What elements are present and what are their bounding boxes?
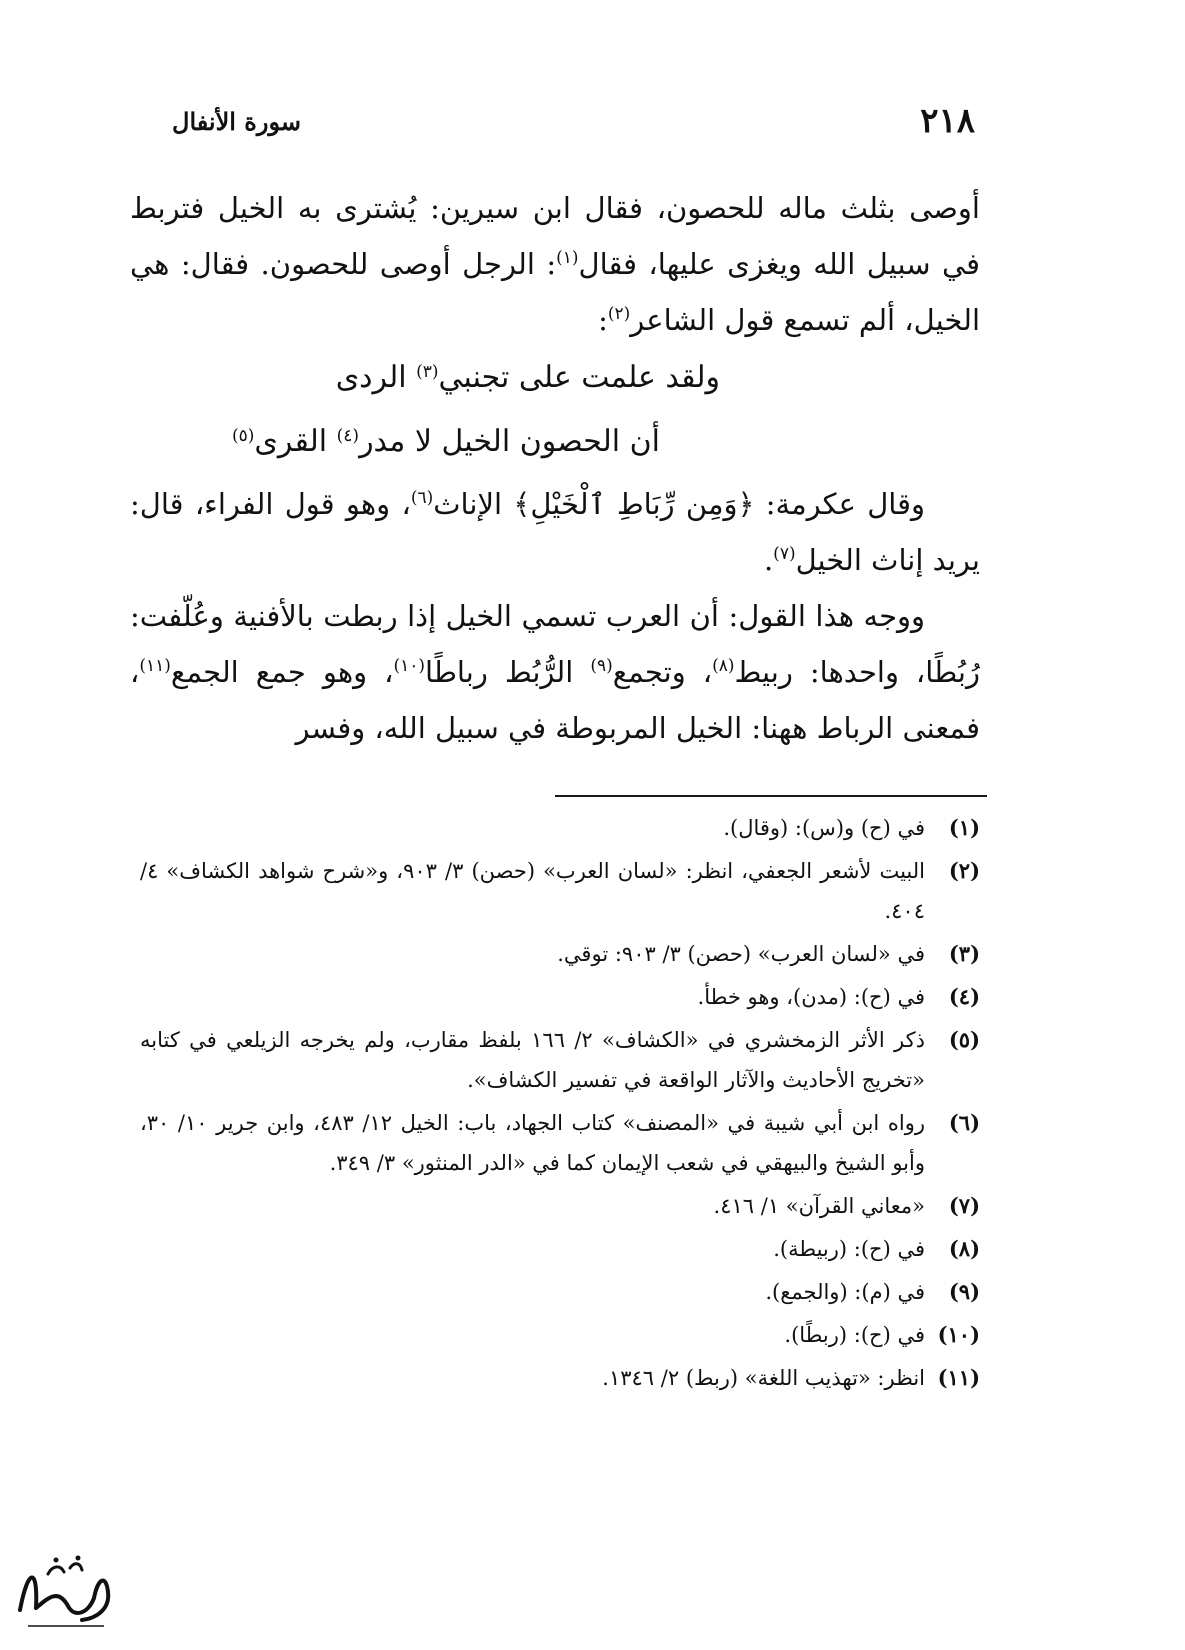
footnote-text: رواه ابن أبي شيبة في «المصنف» كتاب الجهاد، باب: الخيل ١٢/ ٤٨٣، وابن جرير ١٠/ ٣٠، وأبو الشيخ والبيهقي في شعب الإيمان كما في «الدر المنثور» ٣/ ٣٤٩.: [140, 1111, 925, 1175]
footnote-text: في (ح): (ربيطة).: [773, 1237, 925, 1261]
footnote-number: (١١): [937, 1365, 980, 1390]
footnote-2: [140, 851, 980, 931]
footnote-number: (١): [948, 815, 980, 840]
surah-title: سورة الأنفال: [172, 106, 301, 136]
poem-verse-1: ولقد علمت على تجنبي$^{(٣)}$ الردى: [335, 360, 720, 395]
footnote-ref-3[interactable]: (٣): [416, 362, 439, 382]
paragraph-1: أوصى بثلث ماله للحصون، فقال ابن سيرين: يُشترى به الخيل فتربط في سبيل الله ويغزى عليها، فقال$^{(١)}$: الرجل أوصى للحصون. فقال: هي الخيل، ألم تسمع قول الشاعر$^{(٢)}$:: [130, 191, 981, 337]
paragraph-2: وقال عكرمة: ﴿وَمِن رِّبَاطِ ٱلْخَيْلِ﴾ الإناث$^{(٦)}$، وهو قول الفراء، قال: يريد إناث الخيل$^{(٧)}$.: [130, 487, 980, 577]
calligraphy-stamp-svg: [8, 1548, 118, 1638]
footnote-1: [140, 808, 980, 848]
footnote-ref-6[interactable]: (٦): [410, 488, 434, 508]
footnote-8: [140, 1229, 980, 1269]
page-header: [172, 86, 975, 156]
footnote-text: في (ح): (مدن)، وهو خطأ.: [697, 985, 925, 1009]
footnote-5: [140, 1020, 980, 1100]
footnote-7: [140, 1186, 980, 1226]
footnote-text: في «لسان العرب» (حصن) ٣/ ٩٠٣: توقي.: [557, 942, 925, 966]
paragraph-3: ووجه هذا القول: أن العرب تسمي الخيل إذا ربطت بالأفنية وعُلّفت: رُبُطًا، واحدها: ربيط$^{(٨)}$، وتجمع$^{(٩)}$ الرُّبُط رباطًا$^{(١٠)}$، وهو جمع الجمع$^{(١١)}$، فمعنى الرباط ههنا: الخيل المربوطة في سبيل الله، وفسر: [130, 599, 980, 745]
footnotes: [140, 808, 980, 1401]
footnote-11: [140, 1358, 980, 1398]
footnote-9: [140, 1272, 980, 1312]
main-text: [130, 180, 980, 756]
footnote-text: ذكر الأثر الزمخشري في «الكشاف» ٢/ ١٦٦ بلفظ مقارب، ولم يخرجه الزيلعي في كتابه «تخريج الأحاديث والآثار الواقعة في تفسير الكشاف».: [140, 1028, 925, 1092]
footnote-number: (٤): [948, 984, 980, 1009]
footnote-number: (٥): [948, 1027, 980, 1052]
footnote-3: [140, 934, 980, 974]
footnote-number: (٨): [948, 1236, 980, 1261]
footnote-number: (٩): [948, 1279, 980, 1304]
footnote-4: [140, 977, 980, 1017]
footnote-divider: [555, 795, 987, 797]
footnote-text: انظر: «تهذيب اللغة» (ربط) ٢/ ١٣٤٦.: [602, 1366, 925, 1390]
footnote-text: في (م): (والجمع).: [765, 1280, 925, 1304]
footnote-ref-10[interactable]: (١٠): [393, 656, 426, 676]
footnote-ref-9[interactable]: (٩): [590, 656, 613, 676]
footnote-number: (١٠): [937, 1322, 980, 1347]
footnote-number: (٣): [948, 941, 980, 966]
page-number: ٢١٨: [920, 101, 975, 141]
footnote-text: «معاني القرآن» ١/ ٤١٦.: [713, 1194, 925, 1218]
footnote-6: [140, 1103, 980, 1183]
footnote-ref-2[interactable]: (٢): [607, 304, 631, 324]
footnote-ref-1[interactable]: (١): [556, 248, 579, 268]
footnote-number: (٧): [948, 1193, 980, 1218]
poem-verse-2: أن الحصون الخيل لا مدر$^{(٤)}$ القرى$^{(٥)}$: [231, 424, 660, 459]
footnote-ref-8[interactable]: (٨): [712, 656, 735, 676]
footnote-number: (٢): [948, 858, 980, 883]
footnote-text: في (ح) و(س): (وقال).: [723, 816, 925, 840]
footnote-ref-11[interactable]: (١١): [139, 656, 171, 676]
footnote-number: (٦): [948, 1110, 980, 1135]
calligraphy-stamp-icon: [8, 1548, 118, 1638]
footnote-ref-5[interactable]: (٥): [231, 426, 255, 446]
footnote-text: البيت لأشعر الجعفي، انظر: «لسان العرب» (حصن) ٣/ ٩٠٣، و«شرح شواهد الكشاف» ٤/ ٤٠٤.: [140, 859, 925, 923]
footnote-ref-4[interactable]: (٤): [336, 426, 360, 446]
footnote-text: في (ح): (ربطًا).: [784, 1323, 925, 1347]
footnote-10: [140, 1315, 980, 1355]
footnote-ref-7[interactable]: (٧): [773, 544, 796, 564]
